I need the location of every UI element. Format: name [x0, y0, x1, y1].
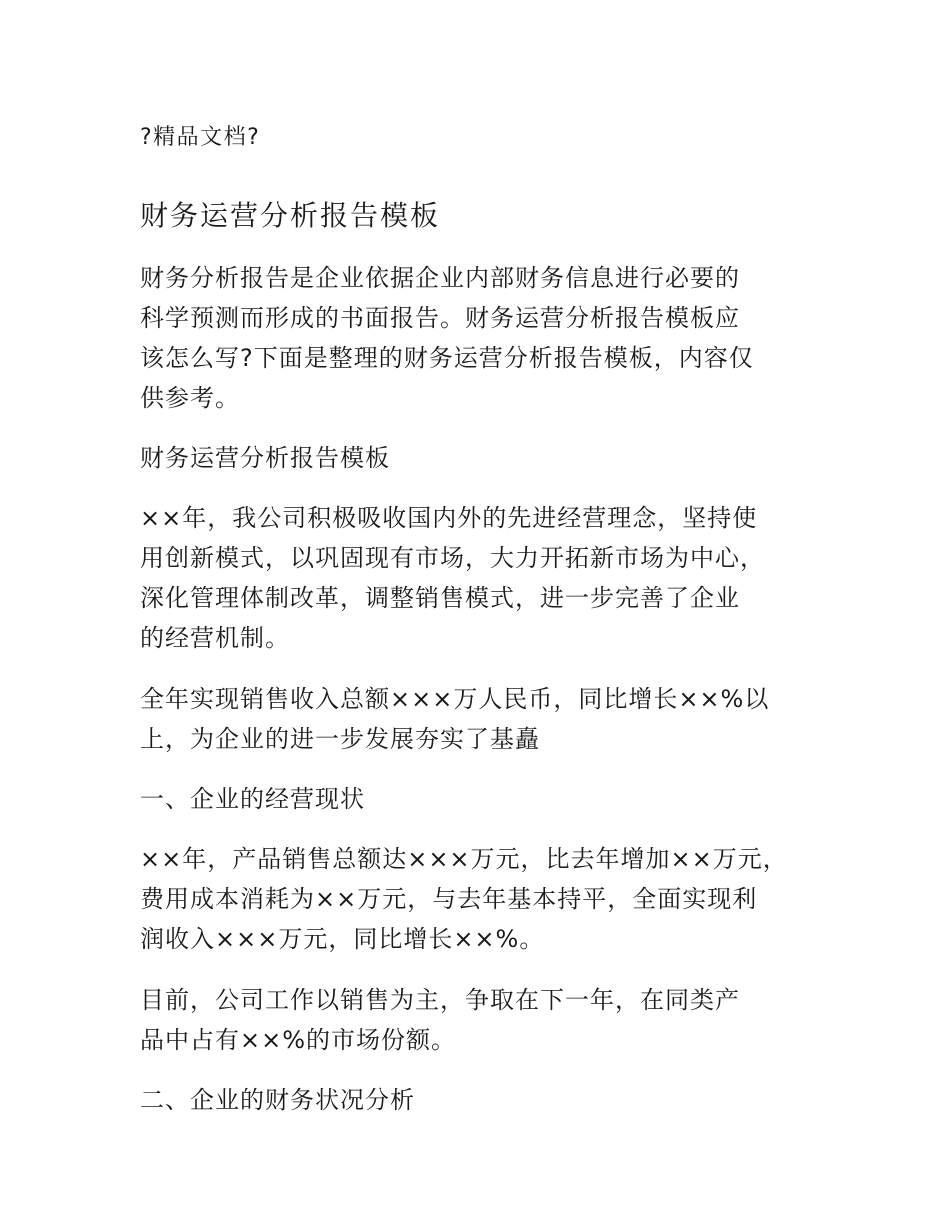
- paragraph-line: 一、企业的经营现状: [140, 785, 365, 813]
- paragraph-line: 目前，公司工作以销售为主，争取在下一年，在同类产: [140, 986, 740, 1014]
- paragraph-line: 全年实现销售收入总额×××万人民币，同比增长××%以: [140, 685, 770, 713]
- paragraph-line: 品中占有××%的市场份额。: [140, 1026, 457, 1054]
- paragraph-revenue: [140, 679, 830, 759]
- paragraph-line: 深化管理体制改革，调整销售模式，进一步完善了企业: [140, 584, 740, 612]
- paragraph-overview: [140, 498, 830, 658]
- paragraph-line: ××年，我公司积极吸收国内外的先进经营理念，坚持使: [140, 504, 758, 532]
- paragraph-market: [140, 980, 830, 1060]
- page-header: [140, 118, 830, 158]
- paragraph-line: 上，为企业的进一步发展夯实了基矗: [140, 725, 540, 753]
- paragraph-line: 该怎么写?下面是整理的财务运营分析报告模板，内容仅: [140, 344, 754, 372]
- paragraph-intro: [140, 258, 830, 418]
- paragraph-line: 二、企业的财务状况分析: [140, 1086, 415, 1114]
- paragraph-line: 润收入×××万元，同比增长××%。: [140, 925, 545, 953]
- section-heading-2: [140, 1080, 830, 1120]
- paragraph-line: 供参考。: [140, 384, 240, 412]
- document-title: [140, 194, 830, 238]
- paragraph-line: 费用成本消耗为××万元，与去年基本持平，全面实现利: [140, 885, 758, 913]
- paragraph-line: ××年，产品销售总额达×××万元，比去年增加××万元，: [140, 845, 788, 873]
- paragraph-line: 用创新模式，以巩固现有市场，大力开拓新市场为中心，: [140, 544, 765, 572]
- title-text: 财务运营分析报告模板: [140, 199, 441, 232]
- paragraph-line: 的经营机制。: [140, 624, 290, 652]
- paragraph-line: 科学预测而形成的书面报告。财务运营分析报告模板应: [140, 304, 740, 332]
- paragraph-line: 财务分析报告是企业依据企业内部财务信息进行必要的: [140, 264, 740, 292]
- paragraph-line: 财务运营分析报告模板: [140, 444, 390, 472]
- paragraph-sales: [140, 839, 830, 959]
- section-subtitle: [140, 438, 830, 478]
- header-text: ?精品文档?: [140, 125, 261, 150]
- section-heading-1: [140, 779, 830, 819]
